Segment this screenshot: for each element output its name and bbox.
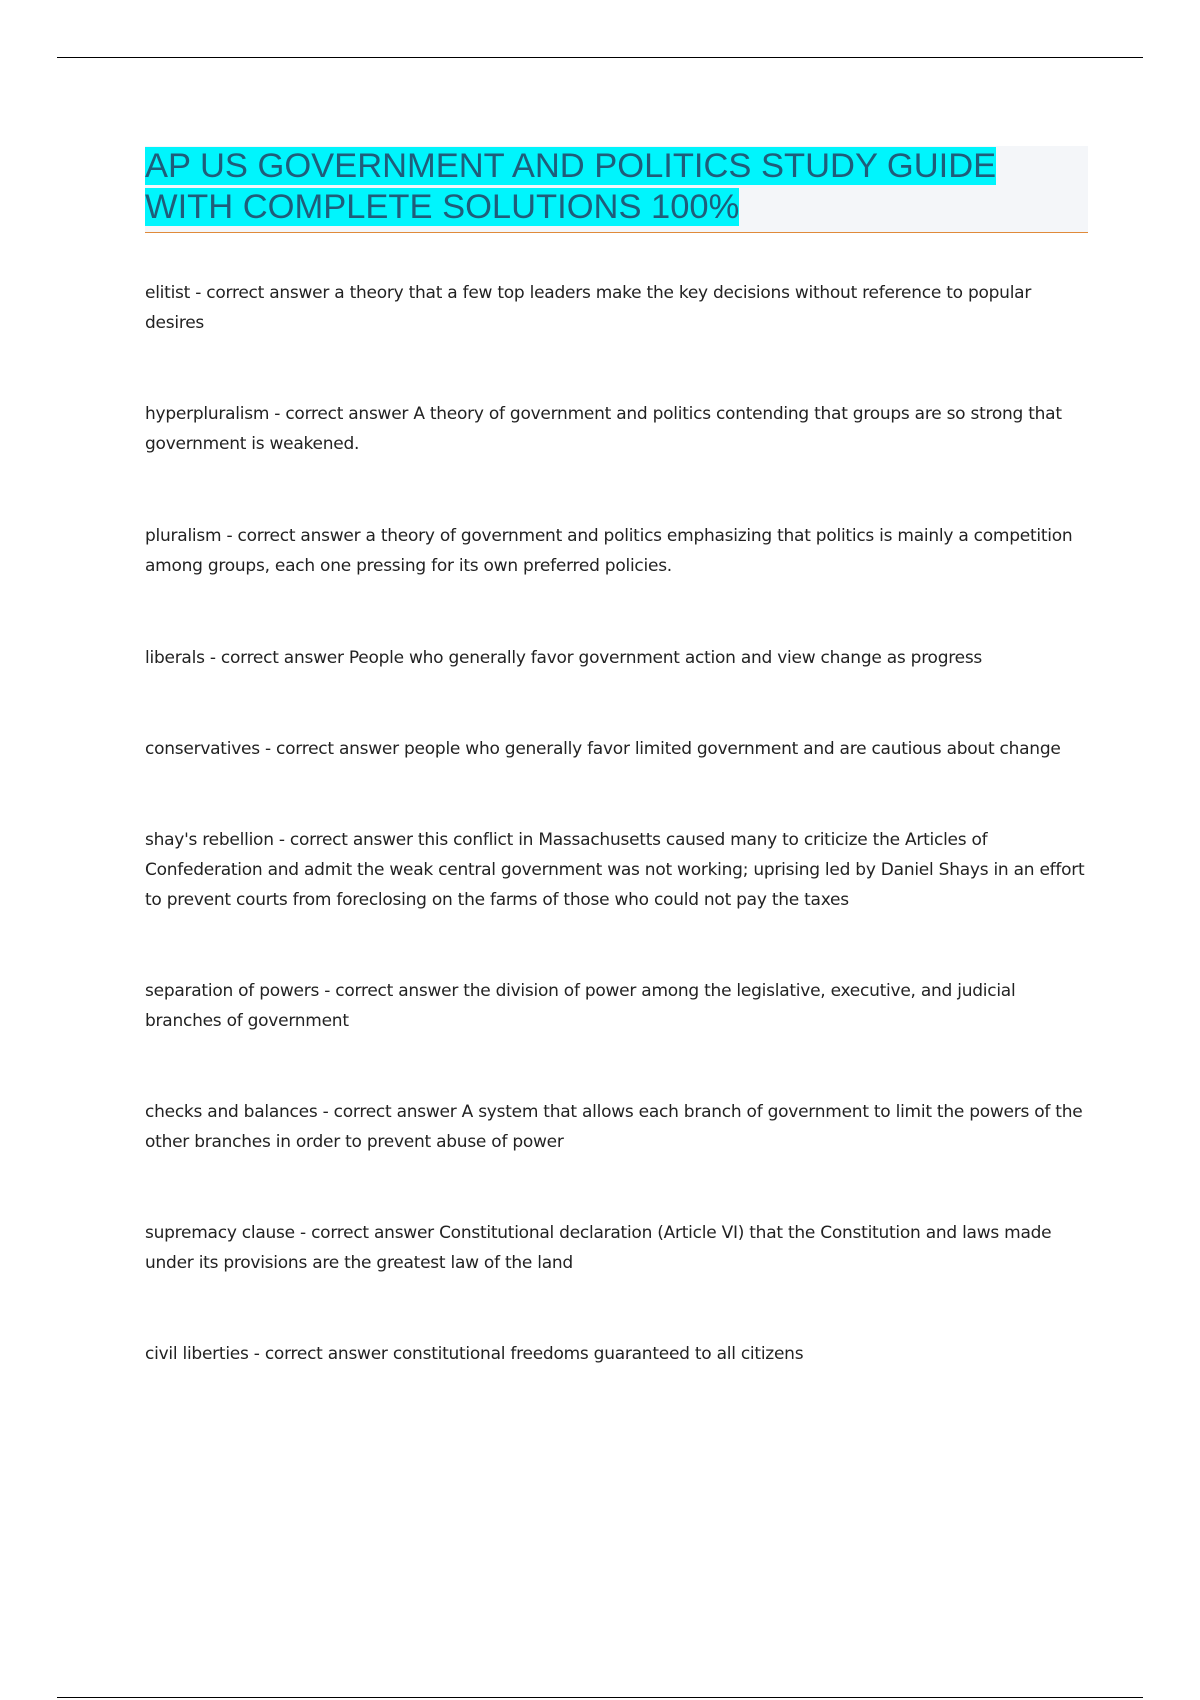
entry-term: pluralism	[145, 526, 222, 546]
entry-definition: a theory of government and politics emphasizing that politics is mainly a competition among groups, each one pressing for its own preferred policies.	[145, 526, 1073, 576]
entry	[145, 521, 1090, 581]
entry-term: liberals	[145, 648, 205, 668]
entry-separator: - correct answer	[319, 981, 464, 1001]
entry-separator: - correct answer	[259, 739, 405, 759]
entry	[145, 278, 1090, 338]
entry	[145, 825, 1090, 915]
entry-separator: - correct answer	[248, 1344, 393, 1364]
bottom-rule	[57, 1697, 1143, 1698]
entry-definition: this conflict in Massachusetts caused many to criticize the Articles of Confederation and admit the weak central government was not working; uprising led by Daniel Shays in an effort to prevent courts from foreclosing on the farms of those who could not pay the taxes	[145, 830, 1085, 910]
entry	[145, 399, 1090, 459]
entry-definition: A system that allows each branch of government to limit the powers of the other branches in order to prevent abuse of power	[145, 1102, 1083, 1152]
entry-definition: people who generally favor limited government and are cautious about change	[404, 739, 1061, 759]
entry-term: conservatives	[145, 739, 260, 759]
entry	[145, 1339, 1090, 1369]
entry-term: checks and balances	[145, 1102, 318, 1122]
entry-separator: - correct answer	[317, 1102, 462, 1122]
entry-separator: - correct answer	[204, 648, 349, 668]
entry-separator: - correct answer	[269, 404, 414, 424]
entry-separator: - correct answer	[190, 283, 335, 303]
entry	[145, 734, 1090, 764]
title-block	[145, 146, 1088, 233]
entry-definition: the division of power among the legislative, executive, and judicial branches of government	[145, 981, 1016, 1031]
entry	[145, 1097, 1090, 1157]
entry-separator: - correct answer	[273, 830, 418, 850]
entry-separator: - correct answer	[221, 526, 366, 546]
entry-definition: People who generally favor government action and view change as progress	[348, 648, 983, 668]
entry-definition: constitutional freedoms guaranteed to all citizens	[392, 1344, 804, 1364]
entry	[145, 976, 1090, 1036]
entry-definition: Constitutional declaration (Article VI) that the Constitution and laws made under its provisions are the greatest law of the land	[145, 1223, 1052, 1273]
entry-term: hyperpluralism	[145, 404, 270, 424]
top-rule	[57, 57, 1143, 58]
entry-term: supremacy clause	[145, 1223, 295, 1243]
document-title	[145, 146, 1088, 228]
entry-definition: a theory that a few top leaders make the key decisions without reference to popular desires	[145, 283, 1032, 333]
entry	[145, 1218, 1090, 1278]
entry-term: civil liberties	[145, 1344, 249, 1364]
entry-term: separation of powers	[145, 981, 320, 1001]
entry-separator: - correct answer	[294, 1223, 440, 1243]
title-highlight: AP US GOVERNMENT AND POLITICS STUDY GUIDE WITH COMPLETE SOLUTIONS 100%	[145, 147, 997, 226]
entry-list	[145, 278, 1090, 1369]
entry-term: elitist	[145, 283, 191, 303]
entry-term: shay's rebellion	[145, 830, 274, 850]
entry	[145, 643, 1090, 673]
entry-definition: A theory of government and politics contending that groups are so strong that government is weakened.	[145, 404, 1062, 454]
